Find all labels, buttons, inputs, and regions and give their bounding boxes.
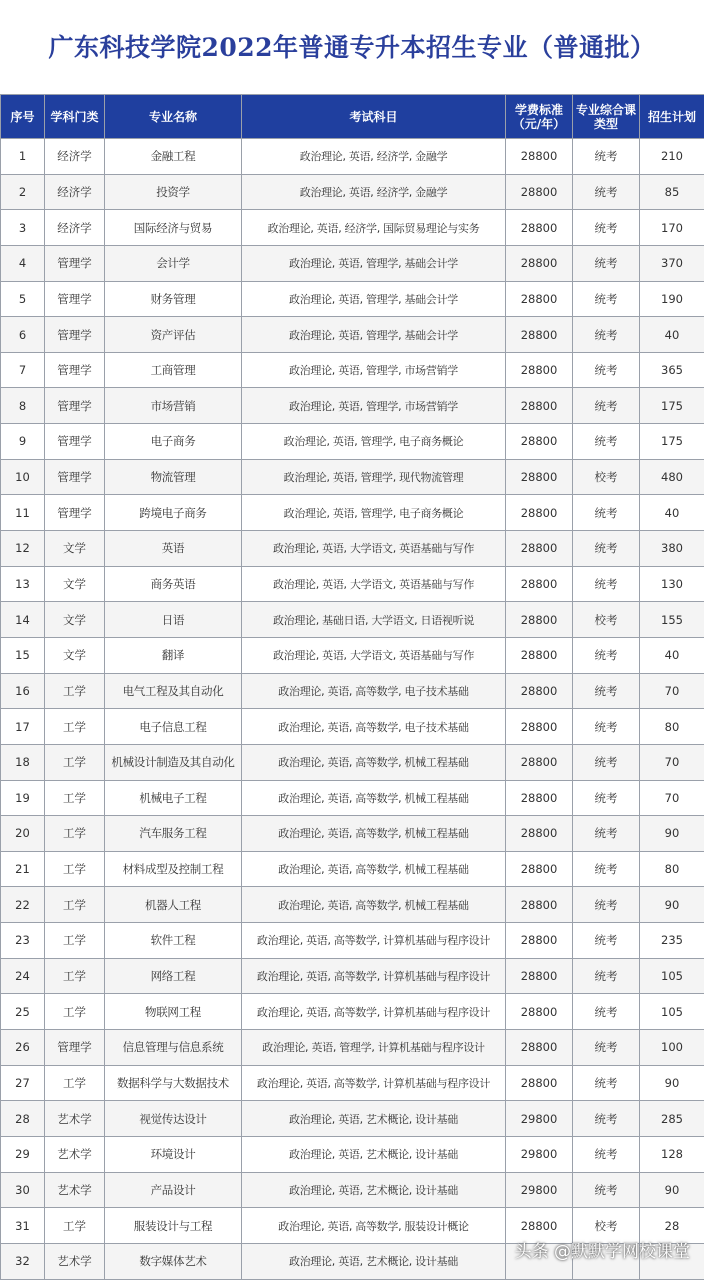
cell-subjects: 政治理论, 英语, 高等数学, 电子技术基础: [242, 709, 506, 745]
cell-subjects: 政治理论, 英语, 经济学, 金融学: [242, 174, 506, 210]
cell-subjects: 政治理论, 英语, 经济学, 国际贸易理论与实务: [242, 210, 506, 246]
cell-plan: 365: [640, 352, 704, 388]
cell-category: 工学: [45, 923, 105, 959]
cell-plan: 90: [640, 1065, 704, 1101]
table-row: [1, 566, 704, 602]
table-row: [1, 1101, 704, 1137]
cell-category: 管理学: [45, 1030, 105, 1066]
cell-index: 4: [1, 245, 45, 281]
cell-category: 工学: [45, 816, 105, 852]
cell-plan: 480: [640, 459, 704, 495]
cell-course-type: 统考: [573, 245, 640, 281]
cell-fee: 28800: [506, 637, 573, 673]
cell-plan: 285: [640, 1101, 704, 1137]
cell-subjects: 政治理论, 英语, 管理学, 电子商务概论: [242, 495, 506, 531]
cell-course-type: 统考: [573, 174, 640, 210]
table-row: [1, 1065, 704, 1101]
cell-category: 工学: [45, 744, 105, 780]
cell-major: 机器人工程: [105, 887, 242, 923]
cell-plan: 105: [640, 994, 704, 1030]
cell-major: 资产评估: [105, 317, 242, 353]
cell-fee: 28800: [506, 174, 573, 210]
table-row: [1, 317, 704, 353]
cell-major: 机械设计制造及其自动化: [105, 744, 242, 780]
cell-fee: 28800: [506, 851, 573, 887]
cell-index: 24: [1, 958, 45, 994]
cell-major: 物流管理: [105, 459, 242, 495]
cell-major: 电子商务: [105, 424, 242, 460]
cell-category: 文学: [45, 531, 105, 567]
cell-course-type: 统考: [573, 709, 640, 745]
cell-subjects: 政治理论, 英语, 高等数学, 电子技术基础: [242, 673, 506, 709]
cell-subjects: 政治理论, 英语, 高等数学, 机械工程基础: [242, 887, 506, 923]
cell-subjects: 政治理论, 英语, 大学语文, 英语基础与写作: [242, 637, 506, 673]
cell-index: 21: [1, 851, 45, 887]
cell-plan: 105: [640, 958, 704, 994]
table-header-row: [1, 95, 704, 139]
cell-fee: 28800: [506, 602, 573, 638]
cell-course-type: 统考: [573, 958, 640, 994]
cell-plan: 175: [640, 388, 704, 424]
cell-plan: 130: [640, 566, 704, 602]
cell-fee: 28800: [506, 352, 573, 388]
cell-course-type: 统考: [573, 139, 640, 175]
page-title: 广东科技学院2022年普通专升本招生专业（普通批）: [48, 33, 656, 62]
cell-plan: 70: [640, 780, 704, 816]
cell-fee: 28800: [506, 531, 573, 567]
cell-subjects: 政治理论, 英语, 高等数学, 计算机基础与程序设计: [242, 958, 506, 994]
cell-plan: 90: [640, 887, 704, 923]
cell-plan: 40: [640, 317, 704, 353]
cell-index: 25: [1, 994, 45, 1030]
cell-index: 18: [1, 744, 45, 780]
cell-course-type: 校考: [573, 1208, 640, 1244]
cell-fee: 29800: [506, 1101, 573, 1137]
cell-category: 文学: [45, 566, 105, 602]
header-subjects: 考试科目: [242, 95, 506, 139]
cell-category: 艺术学: [45, 1172, 105, 1208]
cell-index: 14: [1, 602, 45, 638]
cell-fee: 28800: [506, 388, 573, 424]
cell-major: 电气工程及其自动化: [105, 673, 242, 709]
table-row: [1, 923, 704, 959]
cell-major: 物联网工程: [105, 994, 242, 1030]
cell-fee: 28800: [506, 424, 573, 460]
cell-plan: 90: [640, 816, 704, 852]
cell-fee: 28800: [506, 210, 573, 246]
table-row: [1, 816, 704, 852]
cell-index: 26: [1, 1030, 45, 1066]
cell-major: 财务管理: [105, 281, 242, 317]
cell-major: 翻译: [105, 637, 242, 673]
cell-category: 经济学: [45, 174, 105, 210]
cell-plan: 235: [640, 923, 704, 959]
cell-fee: 29800: [506, 1136, 573, 1172]
cell-index: 3: [1, 210, 45, 246]
header-course-type: 专业综合课类型: [573, 95, 640, 139]
cell-plan: 80: [640, 851, 704, 887]
cell-fee: 28800: [506, 923, 573, 959]
cell-category: 经济学: [45, 210, 105, 246]
cell-category: 工学: [45, 887, 105, 923]
cell-fee: 28800: [506, 281, 573, 317]
cell-category: 文学: [45, 637, 105, 673]
table-row: [1, 780, 704, 816]
cell-subjects: 政治理论, 基础日语, 大学语文, 日语视听说: [242, 602, 506, 638]
cell-major: 环境设计: [105, 1136, 242, 1172]
cell-subjects: 政治理论, 英语, 高等数学, 计算机基础与程序设计: [242, 1065, 506, 1101]
cell-plan: 210: [640, 139, 704, 175]
cell-fee: 28800: [506, 1030, 573, 1066]
cell-course-type: 统考: [573, 816, 640, 852]
cell-index: 6: [1, 317, 45, 353]
cell-major: 会计学: [105, 245, 242, 281]
cell-major: 英语: [105, 531, 242, 567]
cell-fee: 28800: [506, 139, 573, 175]
cell-major: 投资学: [105, 174, 242, 210]
cell-category: 管理学: [45, 388, 105, 424]
table-row: [1, 958, 704, 994]
cell-subjects: 政治理论, 英语, 管理学, 市场营销学: [242, 388, 506, 424]
cell-fee: 28800: [506, 816, 573, 852]
cell-major: 产品设计: [105, 1172, 242, 1208]
cell-course-type: 统考: [573, 424, 640, 460]
cell-major: 电子信息工程: [105, 709, 242, 745]
table-row: [1, 744, 704, 780]
cell-course-type: 校考: [573, 602, 640, 638]
cell-course-type: 统考: [573, 281, 640, 317]
cell-category: 工学: [45, 958, 105, 994]
cell-subjects: 政治理论, 英语, 高等数学, 机械工程基础: [242, 780, 506, 816]
cell-category: 管理学: [45, 352, 105, 388]
cell-category: 文学: [45, 602, 105, 638]
table-row: [1, 459, 704, 495]
cell-course-type: 统考: [573, 495, 640, 531]
cell-fee: 28800: [506, 317, 573, 353]
cell-category: 工学: [45, 709, 105, 745]
header-category: 学科门类: [45, 95, 105, 139]
cell-major: 视觉传达设计: [105, 1101, 242, 1137]
cell-major: 日语: [105, 602, 242, 638]
cell-plan: 100: [640, 1030, 704, 1066]
cell-plan: 380: [640, 531, 704, 567]
cell-plan: 155: [640, 602, 704, 638]
cell-plan: 175: [640, 424, 704, 460]
cell-major: 数据科学与大数据技术: [105, 1065, 242, 1101]
cell-major: 工商管理: [105, 352, 242, 388]
cell-fee: 28800: [506, 994, 573, 1030]
cell-index: 9: [1, 424, 45, 460]
cell-category: 工学: [45, 780, 105, 816]
cell-index: 16: [1, 673, 45, 709]
header-major: 专业名称: [105, 95, 242, 139]
cell-major: 信息管理与信息系统: [105, 1030, 242, 1066]
cell-subjects: 政治理论, 英语, 高等数学, 机械工程基础: [242, 851, 506, 887]
cell-course-type: 统考: [573, 1065, 640, 1101]
cell-fee: 28800: [506, 1065, 573, 1101]
cell-category: 管理学: [45, 317, 105, 353]
cell-index: 7: [1, 352, 45, 388]
cell-category: 工学: [45, 1065, 105, 1101]
cell-major: 金融工程: [105, 139, 242, 175]
cell-major: 市场营销: [105, 388, 242, 424]
cell-subjects: 政治理论, 英语, 管理学, 电子商务概论: [242, 424, 506, 460]
cell-index: 31: [1, 1208, 45, 1244]
cell-course-type: 统考: [573, 851, 640, 887]
cell-course-type: 统考: [573, 352, 640, 388]
cell-category: 管理学: [45, 245, 105, 281]
cell-subjects: 政治理论, 英语, 大学语文, 英语基础与写作: [242, 531, 506, 567]
table-row: [1, 139, 704, 175]
table-row: [1, 424, 704, 460]
cell-course-type: 统考: [573, 744, 640, 780]
cell-subjects: 政治理论, 英语, 管理学, 市场营销学: [242, 352, 506, 388]
cell-subjects: 政治理论, 英语, 管理学, 现代物流管理: [242, 459, 506, 495]
cell-index: 28: [1, 1101, 45, 1137]
table-row: [1, 1172, 704, 1208]
cell-index: 13: [1, 566, 45, 602]
cell-subjects: 政治理论, 英语, 高等数学, 计算机基础与程序设计: [242, 994, 506, 1030]
cell-course-type: 统考: [573, 673, 640, 709]
cell-fee: 28800: [506, 780, 573, 816]
cell-subjects: 政治理论, 英语, 管理学, 基础会计学: [242, 245, 506, 281]
cell-index: 17: [1, 709, 45, 745]
cell-fee: 28800: [506, 495, 573, 531]
table-row: [1, 388, 704, 424]
cell-index: 15: [1, 637, 45, 673]
table-row: [1, 281, 704, 317]
table-row: [1, 1030, 704, 1066]
cell-subjects: 政治理论, 英语, 艺术概论, 设计基础: [242, 1136, 506, 1172]
cell-course-type: 统考: [573, 566, 640, 602]
cell-subjects: 政治理论, 英语, 管理学, 基础会计学: [242, 317, 506, 353]
cell-plan: 70: [640, 744, 704, 780]
cell-category: 艺术学: [45, 1101, 105, 1137]
table-row: [1, 673, 704, 709]
cell-plan: 90: [640, 1172, 704, 1208]
cell-course-type: 统考: [573, 637, 640, 673]
cell-fee: 28800: [506, 744, 573, 780]
cell-index: 5: [1, 281, 45, 317]
table-row: [1, 210, 704, 246]
cell-index: 23: [1, 923, 45, 959]
cell-plan: 40: [640, 637, 704, 673]
cell-course-type: 统考: [573, 780, 640, 816]
cell-course-type: 统考: [573, 1030, 640, 1066]
table-row: [1, 851, 704, 887]
cell-category: 工学: [45, 1208, 105, 1244]
cell-index: 22: [1, 887, 45, 923]
table-row: [1, 495, 704, 531]
cell-fee: 28800: [506, 1208, 573, 1244]
cell-index: 19: [1, 780, 45, 816]
cell-category: 管理学: [45, 495, 105, 531]
cell-course-type: 统考: [573, 887, 640, 923]
cell-index: 8: [1, 388, 45, 424]
cell-subjects: 政治理论, 英语, 高等数学, 服装设计概论: [242, 1208, 506, 1244]
cell-category: 工学: [45, 673, 105, 709]
cell-subjects: 政治理论, 英语, 高等数学, 计算机基础与程序设计: [242, 923, 506, 959]
cell-index: 10: [1, 459, 45, 495]
table-row: [1, 352, 704, 388]
cell-category: 工学: [45, 994, 105, 1030]
cell-major: 国际经济与贸易: [105, 210, 242, 246]
cell-course-type: 统考: [573, 317, 640, 353]
cell-course-type: 统考: [573, 1136, 640, 1172]
cell-subjects: 政治理论, 英语, 艺术概论, 设计基础: [242, 1101, 506, 1137]
cell-category: 艺术学: [45, 1243, 105, 1279]
header-index: 序号: [1, 95, 45, 139]
cell-subjects: 政治理论, 英语, 艺术概论, 设计基础: [242, 1243, 506, 1279]
watermark: 头条 @默默学网校课堂: [514, 1242, 690, 1262]
cell-major: 软件工程: [105, 923, 242, 959]
cell-category: 管理学: [45, 459, 105, 495]
cell-subjects: 政治理论, 英语, 经济学, 金融学: [242, 139, 506, 175]
table-row: [1, 245, 704, 281]
cell-major: 商务英语: [105, 566, 242, 602]
cell-fee: 29800: [506, 1172, 573, 1208]
cell-course-type: 统考: [573, 923, 640, 959]
cell-major: 材料成型及控制工程: [105, 851, 242, 887]
cell-index: 27: [1, 1065, 45, 1101]
cell-major: 跨境电子商务: [105, 495, 242, 531]
cell-fee: 28800: [506, 887, 573, 923]
cell-course-type: 统考: [573, 1101, 640, 1137]
cell-course-type: 统考: [573, 531, 640, 567]
cell-category: 工学: [45, 851, 105, 887]
table-row: [1, 602, 704, 638]
table-row: [1, 531, 704, 567]
cell-fee: 28800: [506, 958, 573, 994]
cell-index: 30: [1, 1172, 45, 1208]
cell-category: 艺术学: [45, 1136, 105, 1172]
table-row: [1, 994, 704, 1030]
cell-plan: 85: [640, 174, 704, 210]
header-fee: 学费标准（元/年）: [506, 95, 573, 139]
header-plan: 招生计划: [640, 95, 704, 139]
cell-course-type: 统考: [573, 994, 640, 1030]
cell-index: 1: [1, 139, 45, 175]
cell-category: 管理学: [45, 281, 105, 317]
cell-fee: 28800: [506, 673, 573, 709]
cell-course-type: 统考: [573, 210, 640, 246]
cell-fee: 28800: [506, 245, 573, 281]
table-row: [1, 174, 704, 210]
cell-plan: 190: [640, 281, 704, 317]
cell-fee: 28800: [506, 566, 573, 602]
cell-fee: 28800: [506, 459, 573, 495]
cell-major: 汽车服务工程: [105, 816, 242, 852]
cell-plan: 40: [640, 495, 704, 531]
cell-major: 服装设计与工程: [105, 1208, 242, 1244]
cell-plan: 80: [640, 709, 704, 745]
cell-index: 11: [1, 495, 45, 531]
cell-fee: 28800: [506, 709, 573, 745]
table-row: [1, 709, 704, 745]
cell-subjects: 政治理论, 英语, 管理学, 计算机基础与程序设计: [242, 1030, 506, 1066]
cell-category: 经济学: [45, 139, 105, 175]
cell-index: 32: [1, 1243, 45, 1279]
cell-category: 管理学: [45, 424, 105, 460]
cell-major: 网络工程: [105, 958, 242, 994]
cell-index: 2: [1, 174, 45, 210]
cell-course-type: 校考: [573, 459, 640, 495]
cell-plan: 128: [640, 1136, 704, 1172]
cell-subjects: 政治理论, 英语, 高等数学, 机械工程基础: [242, 816, 506, 852]
cell-major: 机械电子工程: [105, 780, 242, 816]
cell-course-type: 统考: [573, 1172, 640, 1208]
cell-subjects: 政治理论, 英语, 艺术概论, 设计基础: [242, 1172, 506, 1208]
table-row: [1, 887, 704, 923]
table-row: [1, 1136, 704, 1172]
enrollment-table: [0, 94, 704, 1280]
cell-index: 20: [1, 816, 45, 852]
cell-plan: 170: [640, 210, 704, 246]
cell-subjects: 政治理论, 英语, 管理学, 基础会计学: [242, 281, 506, 317]
cell-plan: 70: [640, 673, 704, 709]
cell-index: 12: [1, 531, 45, 567]
cell-course-type: 统考: [573, 388, 640, 424]
cell-subjects: 政治理论, 英语, 大学语文, 英语基础与写作: [242, 566, 506, 602]
table-row: [1, 637, 704, 673]
cell-major: 数字媒体艺术: [105, 1243, 242, 1279]
cell-plan: 370: [640, 245, 704, 281]
cell-plan: 28: [640, 1208, 704, 1244]
cell-index: 29: [1, 1136, 45, 1172]
cell-subjects: 政治理论, 英语, 高等数学, 机械工程基础: [242, 744, 506, 780]
